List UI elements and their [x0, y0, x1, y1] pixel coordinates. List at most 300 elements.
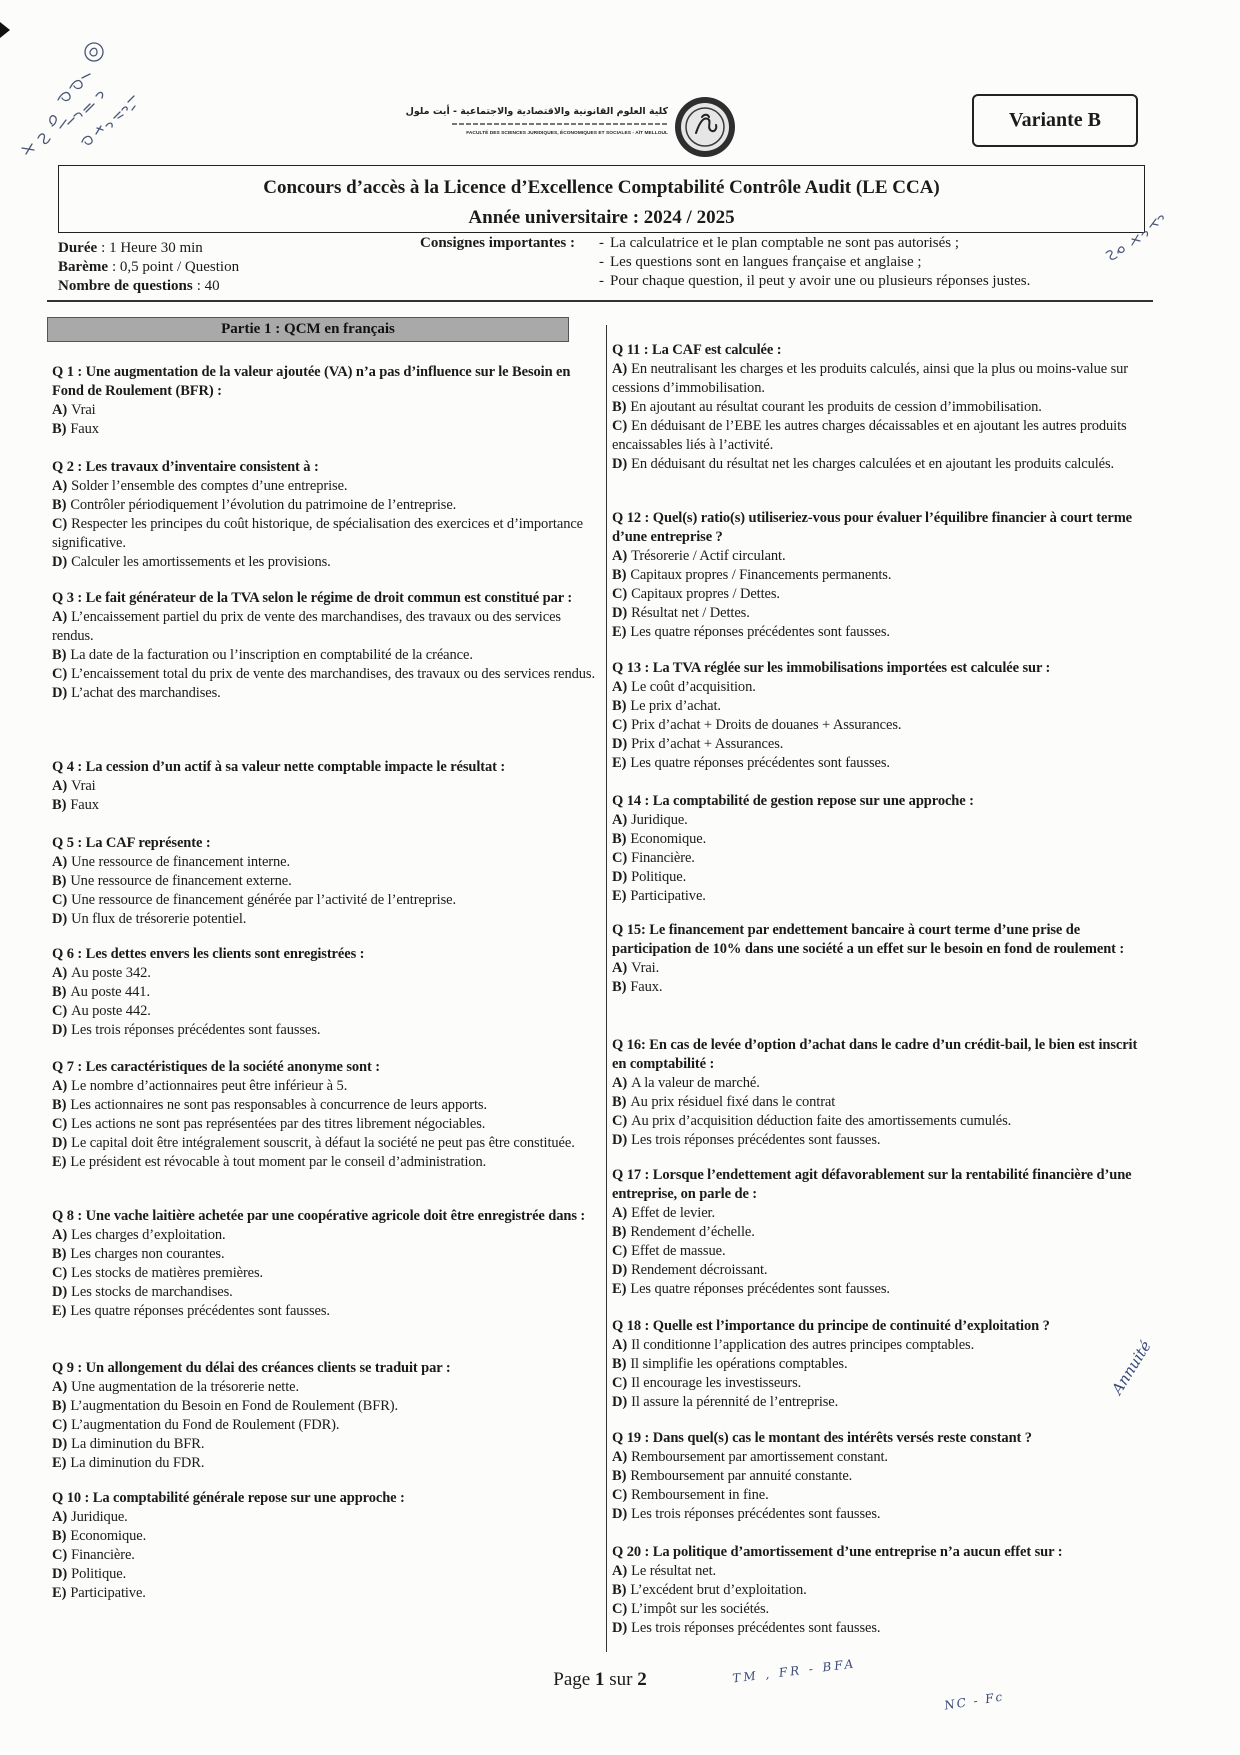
answer-option [612, 417, 1152, 455]
answer-option [52, 1134, 597, 1153]
question-text: Quel(s) ratio(s) utiliseriez-vous pour évaluer l’équilibre financier à court terme d’une entreprise ? [612, 510, 1133, 545]
answer-option [612, 1374, 1152, 1393]
answer-option [612, 1074, 1152, 1093]
option-text: Politique. [631, 869, 687, 885]
question-number: Q 14 : [612, 793, 650, 809]
page-word: Page [553, 1669, 591, 1690]
answer-option [52, 910, 597, 929]
option-text: En déduisant de l’EBE les autres charges décaissables et en ajoutant les autres produits encaissables liés à l’activité. [612, 418, 1127, 453]
option-text: Il conditionne l’application des autres principes comptables. [631, 1337, 975, 1353]
option-text: Economique. [630, 831, 707, 847]
question-text: Les caractéristiques de la société anonyme sont : [85, 1059, 380, 1075]
answer-option [52, 872, 597, 891]
option-letter: B) [612, 1224, 627, 1240]
answer-option [612, 1619, 1152, 1638]
option-letter: A) [612, 1563, 628, 1579]
answer-option [52, 496, 597, 515]
option-text: Solder l’ensemble des comptes d’une entreprise. [71, 478, 348, 494]
question-number: Q 20 : [612, 1544, 650, 1560]
answer-option [52, 684, 597, 703]
option-letter: B) [612, 979, 627, 995]
option-text: Faux [70, 421, 99, 437]
option-text: Participative. [630, 888, 706, 904]
answer-option [612, 1562, 1152, 1581]
column-divider [606, 325, 607, 1652]
option-letter: E) [612, 1281, 627, 1297]
question-number: Q 5 : [52, 835, 83, 851]
answer-option [52, 1546, 597, 1565]
question-text: La politique d’amortissement d’une entreprise n’a aucun effet sur : [652, 1544, 1063, 1560]
option-text: Au poste 441. [70, 984, 150, 1000]
question-number: Q 13 : [612, 660, 650, 676]
option-text: Les quatre réponses précédentes sont fausses. [70, 1303, 330, 1319]
option-text: L’excédent brut d’exploitation. [630, 1582, 807, 1598]
option-letter: D) [612, 456, 628, 472]
option-text: Les trois réponses précédentes sont fausses. [631, 1620, 881, 1636]
question-block [52, 945, 597, 1040]
option-text: Prix d’achat + Assurances. [631, 736, 784, 752]
option-letter: B) [52, 421, 67, 437]
option-text: Capitaux propres / Dettes. [631, 586, 780, 602]
instruction-text: La calculatrice et le plan comptable ne sont pas autorisés ; [610, 235, 960, 251]
option-letter: E) [52, 1303, 67, 1319]
answer-option [52, 1077, 597, 1096]
question-title [52, 1207, 597, 1226]
answer-option [612, 1242, 1152, 1261]
answer-option [612, 678, 1152, 697]
question-block [52, 363, 597, 439]
option-letter: B) [612, 698, 627, 714]
duration-value: : 1 Heure 30 min [101, 240, 203, 256]
option-letter: D) [612, 1262, 628, 1278]
question-count-label: Nombre de questions [58, 278, 193, 294]
question-number: Q 1 : [52, 364, 83, 380]
option-letter: A) [52, 402, 68, 418]
of-word: sur [609, 1669, 633, 1690]
option-text: Vrai. [631, 960, 660, 976]
answer-option [612, 959, 1152, 978]
option-text: Les actions ne sont pas représentées par des titres librement négociables. [71, 1116, 486, 1132]
option-letter: D) [52, 1284, 68, 1300]
option-letter: A) [612, 812, 628, 828]
scale-label: Barème [58, 259, 108, 275]
option-letter: D) [612, 605, 628, 621]
answer-option [612, 978, 1152, 997]
option-text: L’achat des marchandises. [71, 685, 221, 701]
section-title: Partie 1 : QCM en français [47, 317, 569, 342]
answer-option [612, 735, 1152, 754]
question-title [612, 659, 1152, 678]
answer-option [52, 665, 597, 684]
option-text: La date de la facturation ou l’inscription en comptabilité de la créance. [70, 647, 473, 663]
page-number [520, 1669, 680, 1691]
option-letter: E) [52, 1154, 67, 1170]
variant-label: Variante B [972, 94, 1138, 147]
option-text: Les charges d’exploitation. [71, 1227, 226, 1243]
option-text: Respecter les principes du coût historique, de spécialisation des exercices et d’importance significative. [52, 516, 584, 551]
question-number: Q 16: [612, 1037, 646, 1053]
option-letter: D) [52, 1022, 68, 1038]
handwritten-annotation: NC - Fc [943, 1689, 1006, 1713]
option-letter: D) [52, 911, 68, 927]
answer-option [52, 777, 597, 796]
option-text: Les trois réponses précédentes sont fausses. [631, 1132, 881, 1148]
answer-option [612, 868, 1152, 887]
logo-arabic-line: كلية العلوم القانونية والاقتصادية والاجتماعية - أيت ملول [405, 106, 668, 117]
column-right [612, 0, 1152, 1755]
question-block [612, 921, 1152, 997]
option-letter: D) [52, 554, 68, 570]
question-title [52, 363, 597, 401]
option-letter: D) [52, 1135, 68, 1151]
answer-option [612, 1261, 1152, 1280]
question-title [612, 341, 1152, 360]
question-number: Q 10 : [52, 1490, 90, 1506]
option-text: Un flux de trésorerie potentiel. [71, 911, 247, 927]
option-letter: A) [612, 960, 628, 976]
answer-option [612, 360, 1152, 398]
option-letter: A) [52, 1379, 68, 1395]
option-text: Vrai [71, 402, 96, 418]
question-number: Q 19 : [612, 1430, 650, 1446]
option-text: Au poste 442. [71, 1003, 151, 1019]
option-text: Remboursement par amortissement constant. [631, 1449, 888, 1465]
question-number: Q 15: [612, 922, 646, 938]
question-text: La TVA réglée sur les immobilisations importées est calculée sur : [652, 660, 1051, 676]
option-text: Le nombre d’actionnaires peut être inférieur à 5. [71, 1078, 348, 1094]
option-letter: C) [612, 586, 628, 602]
question-block [52, 1489, 597, 1603]
option-text: Les quatre réponses précédentes sont fausses. [630, 624, 890, 640]
question-number: Q 3 : [52, 590, 83, 606]
answer-option [612, 547, 1152, 566]
option-text: Il encourage les investisseurs. [631, 1375, 802, 1391]
option-text: Au prix résiduel fixé dans le contrat [630, 1094, 836, 1110]
option-letter: B) [52, 1528, 67, 1544]
option-text: Le président est révocable à tout moment par le conseil d’administration. [70, 1154, 487, 1170]
question-title [612, 1166, 1152, 1204]
option-text: Les trois réponses précédentes sont fausses. [71, 1022, 321, 1038]
instruction-text: Les questions sont en langues française et anglaise ; [610, 254, 922, 270]
option-letter: D) [612, 1394, 628, 1410]
option-text: Une ressource de financement générée par l’activité de l’entreprise. [71, 892, 457, 908]
question-text: La CAF est calculée : [652, 342, 782, 358]
option-letter: E) [52, 1455, 67, 1471]
answer-option [612, 849, 1152, 868]
answer-option [52, 796, 597, 815]
option-letter: C) [52, 1547, 68, 1563]
option-letter: A) [612, 361, 628, 377]
answer-option [52, 964, 597, 983]
logo-french-line: FACULTÉ DES SCIENCES JURIDIQUES, ÉCONOMIQUES ET SOCIALES - AÏT MELLOUL [466, 131, 668, 136]
option-text: Financière. [71, 1547, 135, 1563]
answer-option [612, 1112, 1152, 1131]
handwritten-annotation: TM , FR - BFA [731, 1656, 857, 1686]
answer-option [52, 608, 597, 646]
academic-year: Année universitaire : 2024 / 2025 [468, 207, 735, 228]
question-block [612, 509, 1152, 642]
option-text: L’augmentation du Besoin en Fond de Roulement (BFR). [70, 1398, 399, 1414]
option-letter: E) [52, 1585, 67, 1601]
answer-option [52, 1302, 597, 1321]
answer-option [52, 1245, 597, 1264]
option-text: La diminution du BFR. [71, 1436, 205, 1452]
option-text: Calculer les amortissements et les provisions. [71, 554, 331, 570]
answer-option [52, 1378, 597, 1397]
option-text: L’impôt sur les sociétés. [631, 1601, 770, 1617]
option-text: Les stocks de matières premières. [71, 1265, 264, 1281]
option-letter: C) [612, 1113, 628, 1129]
option-letter: A) [612, 1205, 628, 1221]
answer-option [612, 1393, 1152, 1412]
option-text: Juridique. [631, 812, 688, 828]
option-letter: B) [612, 1356, 627, 1372]
option-text: Participative. [70, 1585, 146, 1601]
answer-option [612, 1204, 1152, 1223]
answer-option [52, 1435, 597, 1454]
question-text: La CAF représente : [85, 835, 211, 851]
option-letter: B) [52, 1097, 67, 1113]
option-text: Les trois réponses précédentes sont fausses. [631, 1506, 881, 1522]
answer-option [612, 697, 1152, 716]
answer-option [612, 398, 1152, 417]
answer-option [52, 1153, 597, 1172]
option-letter: C) [612, 418, 628, 434]
question-number: Q 12 : [612, 510, 650, 526]
scan-edge-mark [0, 22, 10, 38]
option-text: Faux. [630, 979, 663, 995]
question-title [52, 834, 597, 853]
question-block [612, 1543, 1152, 1638]
option-text: Les quatre réponses précédentes sont fausses. [630, 1281, 890, 1297]
question-block [52, 458, 597, 572]
option-text: La diminution du FDR. [70, 1455, 205, 1471]
answer-option [612, 604, 1152, 623]
option-text: En neutralisant les charges et les produits calculés, ainsi que la plus ou moins-value sur cessions d’immobilisation. [612, 361, 1129, 396]
answer-option [52, 1226, 597, 1245]
question-text: Les dettes envers les clients sont enregistrées : [85, 946, 365, 962]
question-block [612, 1166, 1152, 1299]
option-letter: D) [612, 1620, 628, 1636]
answer-option [52, 853, 597, 872]
question-text: Le financement par endettement bancaire à court terme d’une prise de participation de 10% dans une société a un effet sur le besoin en fond de roulement : [612, 922, 1125, 957]
answer-option [612, 716, 1152, 735]
option-text: L’encaissement total du prix de vente des marchandises, des travaux ou des services rendus. [71, 666, 595, 682]
answer-option [52, 1454, 597, 1473]
option-letter: D) [612, 869, 628, 885]
answer-option [612, 1280, 1152, 1299]
option-text: Les stocks de marchandises. [71, 1284, 233, 1300]
option-letter: B) [52, 873, 67, 889]
option-text: Il simplifie les opérations comptables. [630, 1356, 848, 1372]
option-letter: C) [52, 1003, 68, 1019]
option-text: L’augmentation du Fond de Roulement (FDR). [71, 1417, 340, 1433]
option-letter: A) [612, 1337, 628, 1353]
question-text: Une augmentation de la valeur ajoutée (VA) n’a pas d’influence sur le Besoin en Fond de Roulement (BFR) : [52, 364, 571, 399]
answer-option [612, 811, 1152, 830]
current-page: 1 [594, 1669, 605, 1690]
question-title [52, 945, 597, 964]
question-text: Le fait générateur de la TVA selon le régime de droit commun est constitué par : [85, 590, 573, 606]
question-number: Q 18 : [612, 1318, 650, 1334]
question-block [612, 1429, 1152, 1524]
option-letter: E) [612, 888, 627, 904]
option-text: Rendement décroissant. [631, 1262, 768, 1278]
option-letter: C) [52, 1116, 68, 1132]
question-number: Q 8 : [52, 1208, 83, 1224]
question-title [612, 1429, 1152, 1448]
option-text: Effet de massue. [631, 1243, 726, 1259]
answer-option [52, 1397, 597, 1416]
option-text: Le coût d’acquisition. [631, 679, 756, 695]
option-letter: C) [612, 1487, 628, 1503]
answer-option [612, 1355, 1152, 1374]
handwritten-annotation: Annuité [1108, 1337, 1155, 1398]
question-block [612, 1317, 1152, 1412]
answer-option [612, 887, 1152, 906]
exam-title: Concours d’accès à la Licence d’Excellence Comptabilité Contrôle Audit (LE CCA) [263, 177, 940, 198]
answer-option [612, 1581, 1152, 1600]
option-letter: B) [612, 567, 627, 583]
answer-option [52, 1115, 597, 1134]
answer-option [52, 477, 597, 496]
answer-option [612, 1467, 1152, 1486]
option-letter: A) [52, 965, 68, 981]
question-block [612, 792, 1152, 906]
option-text: Faux [70, 797, 99, 813]
answer-option [52, 1002, 597, 1021]
option-text: Trésorerie / Actif circulant. [631, 548, 786, 564]
option-letter: B) [52, 1246, 67, 1262]
option-letter: B) [52, 1398, 67, 1414]
question-text: En cas de levée d’option d’achat dans le cadre d’un crédit-bail, le bien est inscrit en comptabilité : [612, 1037, 1138, 1072]
option-letter: C) [52, 1265, 68, 1281]
question-block [52, 589, 597, 703]
answer-option [52, 1283, 597, 1302]
question-number: Q 7 : [52, 1059, 83, 1075]
option-text: Au prix d’acquisition déduction faite des amortissements cumulés. [631, 1113, 1012, 1129]
option-letter: C) [612, 717, 628, 733]
answer-option [612, 1600, 1152, 1619]
option-letter: C) [612, 1375, 628, 1391]
answer-option [52, 1416, 597, 1435]
question-title [52, 1359, 597, 1378]
option-text: Le résultat net. [631, 1563, 717, 1579]
option-letter: B) [612, 1094, 627, 1110]
answer-option [612, 623, 1152, 642]
option-text: Le capital doit être intégralement souscrit, à défaut la société ne peut pas être constituée. [71, 1135, 575, 1151]
option-letter: B) [612, 1582, 627, 1598]
option-letter: C) [612, 1601, 628, 1617]
option-text: Remboursement par annuité constante. [630, 1468, 853, 1484]
option-text: Contrôler périodiquement l’évolution du patrimoine de l’entreprise. [70, 497, 457, 513]
answer-option [52, 1096, 597, 1115]
option-letter: D) [52, 1566, 68, 1582]
question-title [612, 792, 1152, 811]
instruction-bullet: - [599, 235, 604, 251]
option-letter: B) [612, 399, 627, 415]
question-number: Q 17 : [612, 1167, 650, 1183]
option-text: En ajoutant au résultat courant les produits de cession d’immobilisation. [630, 399, 1042, 415]
option-text: Remboursement in fine. [631, 1487, 769, 1503]
option-text: Les charges non courantes. [70, 1246, 225, 1262]
option-letter: D) [612, 736, 628, 752]
option-letter: C) [612, 850, 628, 866]
answer-option [612, 1448, 1152, 1467]
option-letter: C) [52, 516, 68, 532]
option-text: Vrai [71, 778, 96, 794]
option-text: Le prix d’achat. [630, 698, 721, 714]
question-block [52, 1207, 597, 1321]
answer-option [52, 1527, 597, 1546]
option-text: Rendement d’échelle. [630, 1224, 755, 1240]
option-letter: A) [52, 854, 68, 870]
option-letter: B) [612, 1468, 627, 1484]
answer-option [612, 585, 1152, 604]
option-letter: B) [52, 984, 67, 1000]
question-number: Q 9 : [52, 1360, 83, 1376]
question-block [52, 758, 597, 815]
question-block [612, 659, 1152, 773]
option-letter: B) [612, 831, 627, 847]
option-text: Economique. [70, 1528, 147, 1544]
question-title [612, 921, 1152, 959]
option-letter: C) [52, 666, 68, 682]
answer-option [52, 983, 597, 1002]
question-title [52, 589, 597, 608]
question-title [52, 758, 597, 777]
option-text: Juridique. [71, 1509, 128, 1525]
question-text: Quelle est l’importance du principe de continuité d’exploitation ? [652, 1318, 1050, 1334]
answer-option [52, 1565, 597, 1584]
option-text: Effet de levier. [631, 1205, 715, 1221]
option-letter: A) [612, 1075, 628, 1091]
question-number: Q 6 : [52, 946, 83, 962]
answer-option [612, 1505, 1152, 1524]
instructions-label: Consignes importantes : [420, 235, 576, 251]
question-block [52, 1058, 597, 1172]
question-text: La comptabilité de gestion repose sur une approche : [652, 793, 974, 809]
question-title [52, 1058, 597, 1077]
question-title [612, 509, 1152, 547]
option-text: Les quatre réponses précédentes sont fausses. [630, 755, 890, 771]
answer-option [52, 1021, 597, 1040]
question-title [52, 1489, 597, 1508]
option-text: Les actionnaires ne sont pas responsables à concurrence de leurs apports. [70, 1097, 487, 1113]
option-letter: A) [52, 478, 68, 494]
answer-option [52, 646, 597, 665]
answer-option [52, 401, 597, 420]
option-letter: C) [52, 1417, 68, 1433]
column-left [52, 0, 597, 1755]
option-letter: A) [52, 1227, 68, 1243]
option-letter: D) [612, 1506, 628, 1522]
option-text: Résultat net / Dettes. [631, 605, 750, 621]
answer-option [52, 553, 597, 572]
option-letter: A) [52, 1078, 68, 1094]
option-text: Une augmentation de la trésorerie nette. [71, 1379, 300, 1395]
option-text: A la valeur de marché. [631, 1075, 760, 1091]
option-letter: B) [52, 647, 67, 663]
option-letter: E) [612, 755, 627, 771]
option-letter: D) [52, 685, 68, 701]
question-block [52, 834, 597, 929]
question-title [612, 1543, 1152, 1562]
option-letter: B) [52, 497, 67, 513]
question-text: Un allongement du délai des créances clients se traduit par : [85, 1360, 451, 1376]
answer-option [612, 1486, 1152, 1505]
answer-option [52, 1584, 597, 1603]
